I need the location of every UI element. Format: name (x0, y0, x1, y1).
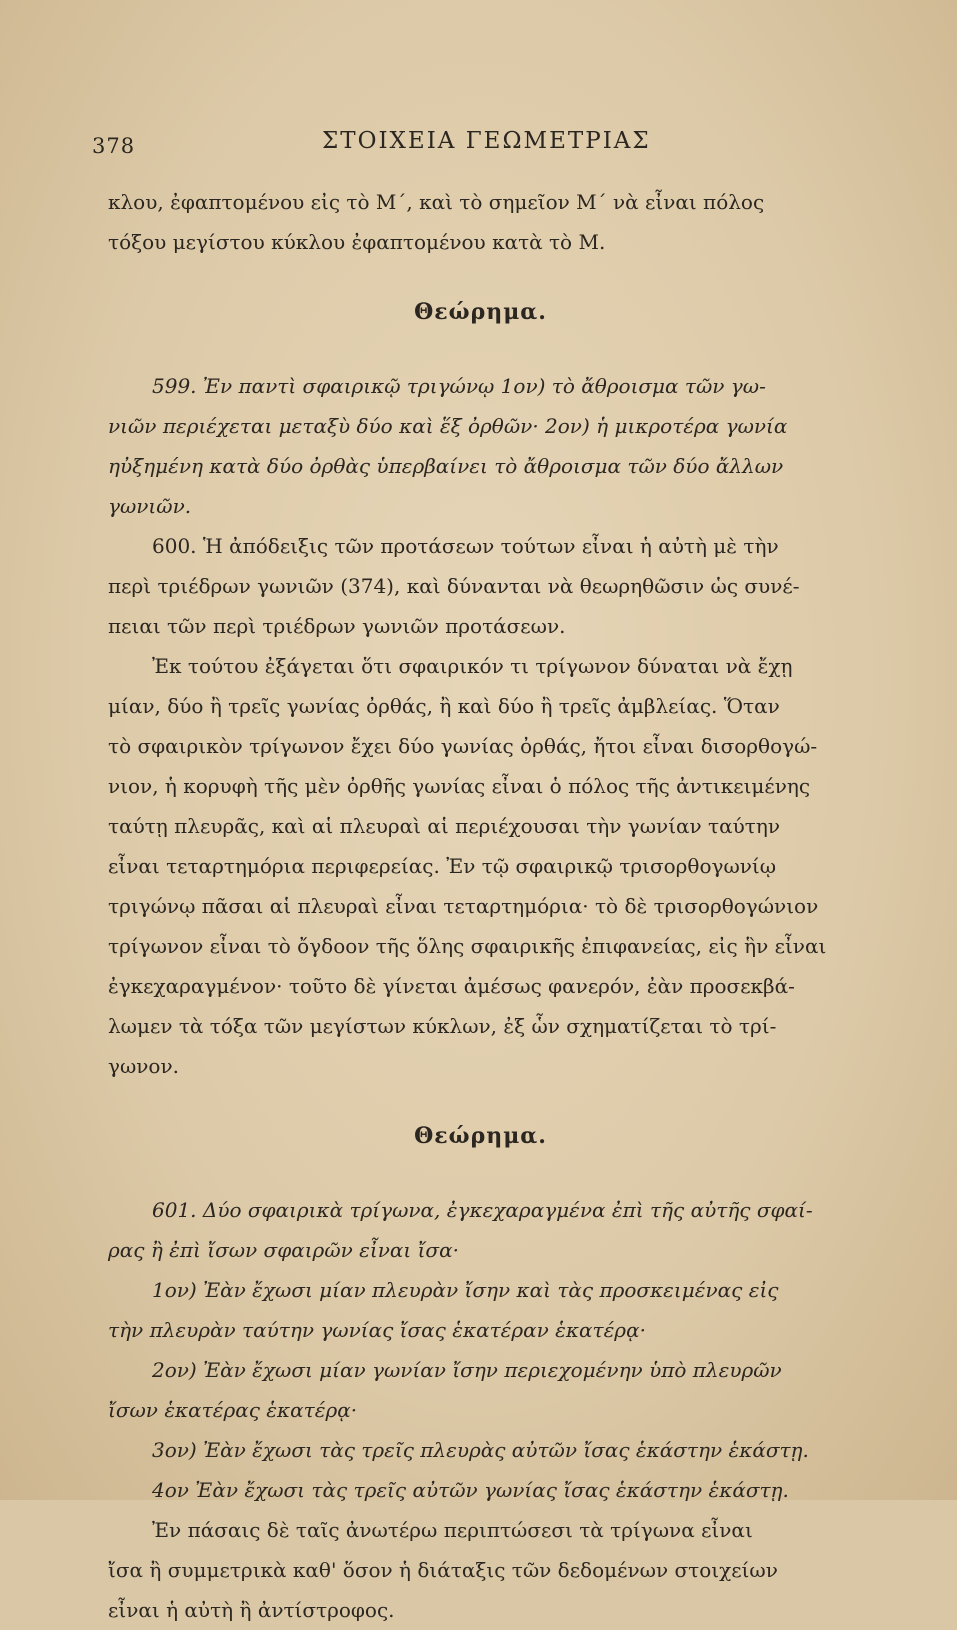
text-line: γωνιῶν. (108, 494, 192, 518)
text-line: περὶ τριέδρων γωνιῶν (374), καὶ δύνανται νὰ θεωρηθῶσιν ὡς συνέ- (108, 574, 800, 598)
text-line: κλου, ἐφαπτομένου εἰς τὸ Μ΄, καὶ τὸ σημεῖον Μ΄ νὰ εἶναι πόλος (108, 190, 765, 214)
text-line: λωμεν τὰ τόξα τῶν μεγίστων κύκλων, ἐξ ὧν σχηματίζεται τὸ τρί- (108, 1014, 777, 1038)
page-body (108, 182, 853, 1630)
text-line: 1ον) Ἐὰν ἔχωσι μίαν πλευρὰν ἴσην καὶ τὰς προσκειμένας εἰς (152, 1278, 779, 1302)
text-line: ηὐξημένη κατὰ δύο ὀρθὰς ὑπερβαίνει τὸ ἄθροισμα τῶν δύο ἄλλων (108, 454, 784, 478)
text-line: εἶναι ἡ αὐτὴ ἢ ἀντίστροφος. (108, 1598, 395, 1622)
text-line: πειαι τῶν περὶ τριέδρων γωνιῶν προτάσεων. (108, 614, 566, 638)
text-line: 599. Ἐν παντὶ σφαιρικῷ τριγώνῳ 1ον) τὸ ἄθροισμα τῶν γω- (152, 374, 766, 398)
text-line: νιῶν περιέχεται μεταξὺ δύο καὶ ἕξ ὀρθῶν· 2ον) ἡ μικροτέρα γωνία (108, 414, 788, 438)
text-line: ἐγκεχαραγμένον· τοῦτο δὲ γίνεται ἀμέσως φανερόν, ἐὰν προσεκβά- (108, 974, 795, 998)
text-line: ἴσα ἢ συμμετρικὰ καθ' ὅσον ἡ διάταξις τῶν δεδομένων στοιχείων (108, 1558, 778, 1582)
paragraph-closing (108, 1510, 853, 1630)
text-line: Ἐν πάσαις δὲ ταῖς ἀνωτέρω περιπτώσεσι τὰ τρίγωνα εἶναι (152, 1518, 753, 1542)
text-line: τὴν πλευρὰν ταύτην γωνίας ἴσας ἑκατέραν ἑκατέρᾳ· (108, 1318, 646, 1342)
text-line: μίαν, δύο ἢ τρεῖς γωνίας ὀρθάς, ἢ καὶ δύο ἢ τρεῖς ἀμβλείας. Ὅταν (108, 694, 780, 718)
paragraph-600 (108, 526, 853, 646)
text-line: 3ον) Ἐὰν ἔχωσι τὰς τρεῖς πλευρὰς αὐτῶν ἴσας ἑκάστην ἑκάστῃ. (152, 1438, 809, 1462)
page-number: 378 (92, 134, 136, 158)
theorem-heading: Θεώρημα. (414, 299, 547, 325)
text-line: γωνον. (108, 1054, 179, 1078)
text-line: τρίγωνον εἶναι τὸ ὄγδοον τῆς ὅλης σφαιρικῆς ἐπιφανείας, εἰς ἣν εἶναι (108, 934, 827, 958)
text-line: τὸ σφαιρικὸν τρίγωνον ἔχει δύο γωνίας ὀρθάς, ἤτοι εἶναι δισορθογώ- (108, 734, 818, 758)
text-line: 4ον Ἐὰν ἔχωσι τὰς τρεῖς αὐτῶν γωνίας ἴσας ἑκάστην ἑκάστῃ. (152, 1478, 789, 1502)
page-header (92, 128, 862, 168)
theorem-heading: Θεώρημα. (414, 1123, 547, 1149)
text-line: ρας ἢ ἐπὶ ἴσων σφαιρῶν εἶναι ἴσα· (108, 1238, 459, 1262)
text-line: νιον, ἡ κορυφὴ τῆς μὲν ὀρθῆς γωνίας εἶναι ὁ πόλος τῆς ἀντικειμένης (108, 774, 811, 798)
text-line: 2ον) Ἐὰν ἔχωσι μίαν γωνίαν ἴσην περιεχομένην ὑπὸ πλευρῶν (152, 1358, 782, 1382)
text-line: εἶναι τεταρτημόρια περιφερείας. Ἐν τῷ σφαιρικῷ τρισορθογωνίῳ (108, 854, 777, 878)
text-line: ἴσων ἑκατέρας ἑκατέρᾳ· (108, 1398, 358, 1422)
text-line: 601. Δύο σφαιρικὰ τρίγωνα, ἐγκεχαραγμένα ἐπὶ τῆς αὐτῆς σφαί- (152, 1198, 813, 1222)
text-line: τόξου μεγίστου κύκλου ἐφαπτομένου κατὰ τὸ Μ. (108, 230, 606, 254)
text-line: ταύτῃ πλευρᾶς, καὶ αἱ πλευραὶ αἱ περιέχουσαι τὴν γωνίαν ταύτην (108, 814, 780, 838)
text-line: 600. Ἡ ἀπόδειξις τῶν προτάσεων τούτων εἶναι ἡ αὐτὴ μὲ τὴν (152, 534, 779, 558)
text-line: τριγώνῳ πᾶσαι αἱ πλευραὶ εἶναι τεταρτημόρια· τὸ δὲ τρισορθογώνιον (108, 894, 819, 918)
paragraph-599 (108, 366, 853, 526)
text-line: Ἐκ τούτου ἐξάγεται ὅτι σφαιρικόν τι τρίγωνον δύναται νὰ ἔχῃ (152, 654, 793, 678)
paragraph-corollary (108, 646, 853, 1086)
paragraph-601 (108, 1190, 853, 1510)
intro-paragraph (108, 182, 853, 262)
running-title: ΣΤΟΙΧΕΙΑ ΓΕΩΜΕΤΡΙΑΣ (322, 128, 651, 154)
